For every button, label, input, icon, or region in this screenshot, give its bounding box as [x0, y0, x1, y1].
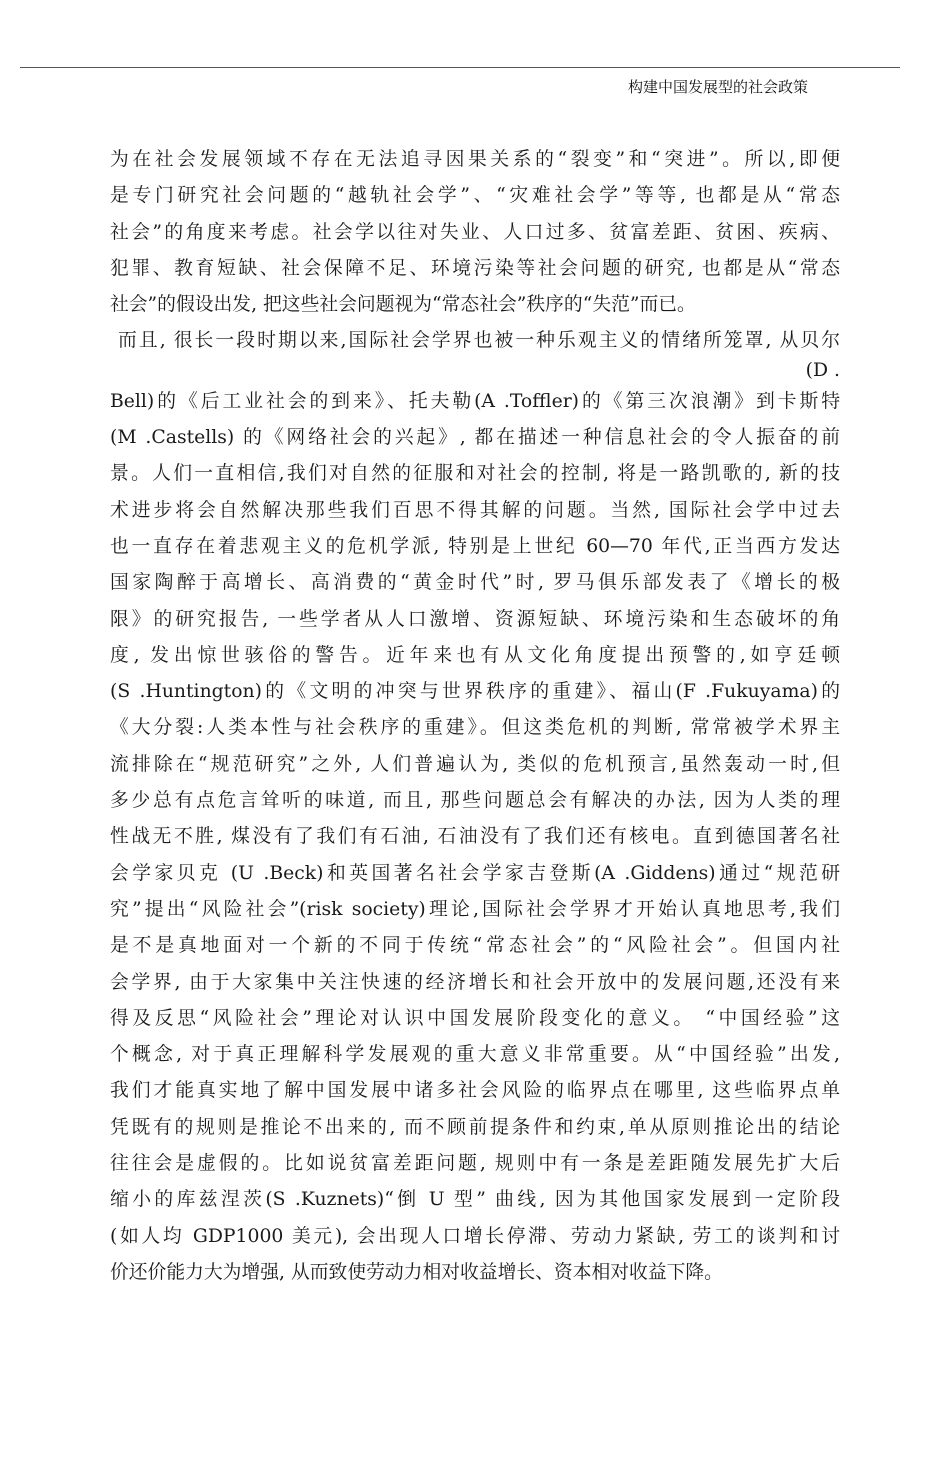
text-line: 流排除在“规范研究”之外, 人们普遍认为, 类似的危机预言,虽然轰动一时,但: [110, 753, 840, 775]
text-line: 缩小的库兹涅茨(S .Kuznets)“倒 U 型” 曲线, 因为其他国家发展到一定阶段: [110, 1189, 840, 1211]
text-line: 个概念, 对于真正理解科学发展观的重大意义非常重要。从“中国经验”出发,: [110, 1044, 840, 1066]
text-line: 往往会是虚假的。比如说贫富差距问题, 规则中有一条是差距随发展先扩大后: [110, 1153, 840, 1175]
text-line: 会学家贝克 (U .Beck)和英国著名社会学家吉登斯(A .Giddens)通过“规范研: [110, 862, 840, 884]
text-line: 术进步将会自然解决那些我们百思不得其解的问题。当然, 国际社会学中过去: [110, 499, 840, 521]
text-line: 性战无不胜, 煤没有了我们有石油, 石油没有了我们还有核电。直到德国著名社: [110, 826, 840, 848]
running-title: 构建中国发展型的社会政策: [627, 78, 808, 96]
text-line: 究”提出“风险社会”(risk society)理论,国际社会学界才开始认真地思考,我们: [110, 898, 840, 920]
text-line: 为在社会发展领域不存在无法追寻因果关系的“裂变”和“突进”。所以,即便: [110, 149, 840, 170]
text-line: 国家陶醉于高增长、高消费的“黄金时代”时, 罗马俱乐部发表了《增长的极: [110, 572, 840, 594]
text-line: (D .: [805, 359, 840, 381]
text-line: 我们才能真实地了解中国发展中诸多社会风险的临界点在哪里, 这些临界点单: [110, 1080, 840, 1102]
text-line: (M .Castells) 的《网络社会的兴起》, 都在描述一种信息社会的令人振奋的前: [110, 427, 840, 449]
text-line: (S .Huntington)的《文明的冲突与世界秩序的重建》、福山(F .Fukuyama)的: [110, 681, 840, 703]
text-line: 价还价能力大为增强, 从而致使劳动力相对收益增长、资本相对收益下降。: [110, 1261, 723, 1283]
text-line: 景。人们一直相信,我们对自然的征服和对社会的控制, 将是一路凯歌的, 新的技: [110, 463, 840, 485]
text-line: 犯罪、教育短缺、社会保障不足、环境污染等社会问题的研究, 也都是从“常态: [110, 257, 840, 279]
text-line: 社会”的假设出发, 把这些社会问题视为“常态社会”秩序的“失范”而已。: [110, 294, 696, 316]
text-line: 度, 发出惊世骇俗的警告。近年来也有从文化角度提出预警的,如亨廷顿: [110, 644, 840, 666]
header-rule: [20, 67, 900, 68]
text-line: 限》的研究报告, 一些学者从人口激增、资源短缺、环境污染和生态破坏的角: [110, 608, 840, 630]
text-line: 也一直存在着悲观主义的危机学派, 特别是上世纪 60—70 年代,正当西方发达: [110, 535, 840, 557]
text-line: 得及反思“风险社会”理论对认识中国发展阶段变化的意义。 “中国经验”这: [110, 1007, 840, 1029]
text-line: 是不是真地面对一个新的不同于传统“常态社会”的“风险社会”。但国内社: [110, 935, 840, 957]
text-line: 而且, 很长一段时期以来,国际社会学界也被一种乐观主义的情绪所笼罩, 从贝尔: [118, 330, 840, 352]
text-line: 是专门研究社会问题的“越轨社会学”、“灾难社会学”等等, 也都是从“常态: [110, 185, 840, 207]
text-line: Bell)的《后工业社会的到来》、托夫勒(A .Toffler)的《第三次浪潮》到卡斯特: [110, 390, 840, 412]
text-line: 《大分裂:人类本性与社会秩序的重建》。但这类危机的判断, 常常被学术界主: [110, 717, 840, 739]
text-line: 凭既有的规则是推论不出来的, 而不顾前提条件和约束,单从原则推论出的结论: [110, 1116, 840, 1138]
text-line: 会学界, 由于大家集中关注快速的经济增长和社会开放中的发展问题,还没有来: [110, 971, 840, 993]
text-line: (如人均 GDP1000 美元), 会出现人口增长停滞、劳动力紧缺, 劳工的谈判和讨: [110, 1225, 840, 1247]
text-line: 多少总有点危言耸听的味道, 而且, 那些问题总会有解决的办法, 因为人类的理: [110, 790, 840, 812]
text-line: 社会”的角度来考虑。社会学以往对失业、人口过多、贫富差距、贫困、疾病、: [110, 221, 840, 243]
body-text: [110, 142, 840, 1291]
